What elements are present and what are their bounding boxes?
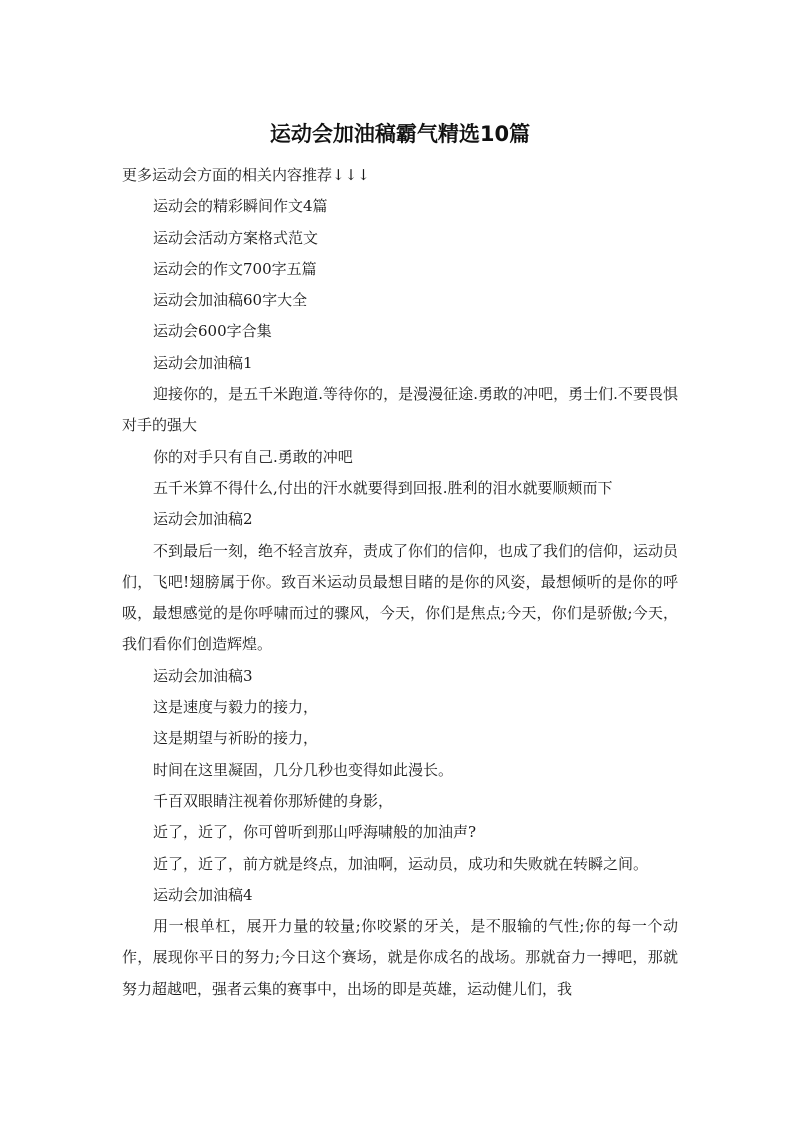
related-link[interactable]: 运动会加油稿60字大全 [153,291,308,310]
related-link[interactable]: 运动会的精彩瞬间作文4篇 [153,197,328,216]
intro-line: 更多运动会方面的相关内容推荐↓↓↓ [122,166,370,184]
paragraph: 时间在这里凝固，几分几秒也变得如此漫长。 [153,760,454,779]
related-link[interactable]: 运动会的作文700字五篇 [153,259,317,278]
document-body [122,160,678,1005]
paragraph: 不到最后一刻，绝不轻言放弃，责成了你们的信仰，也成了我们的信仰，运动员们，飞吧!翅膀属于你。致百米运动员最想目睹的是你的风姿，最想倾听的是你的呼吸，最想感觉的是你呼啸而过的骤风，今天，你们是焦点;今天，你们是骄傲;今天，我们看你们创造辉煌。 [122,541,679,654]
related-link[interactable]: 运动会活动方案格式范文 [153,228,319,247]
section-heading: 运动会加油稿3 [153,666,253,685]
section-heading: 运动会加油稿1 [153,353,253,372]
paragraph: 迎接你的，是五千米跑道.等待你的，是漫漫征途.勇敢的冲吧，勇士们.不要畏惧对手的强大 [122,385,678,435]
paragraph: 千百双眼睛注视着你那矫健的身影， [153,791,394,810]
paragraph: 五千米算不得什么,付出的汗水就要得到回报.胜利的泪水就要顺颊而下 [153,478,613,497]
paragraph: 近了，近了，你可曾听到那山呼海啸般的加油声? [153,823,477,842]
paragraph: 这是期望与祈盼的接力， [153,729,319,748]
paragraph: 你的对手只有自己.勇敢的冲吧 [153,447,353,466]
paragraph: 用一根单杠，展开力量的较量;你咬紧的牙关，是不服输的气性;你的每一个动作，展现你平日的努力;今日这个赛场，就是你成名的战场。那就奋力一搏吧，那就努力超越吧，强者云集的赛事中，出场的即是英雄，运动健儿们，我 [122,917,678,998]
section-heading: 运动会加油稿4 [153,885,253,904]
section-heading: 运动会加油稿2 [153,510,253,529]
paragraph: 这是速度与毅力的接力， [153,698,319,717]
related-link[interactable]: 运动会600字合集 [153,322,272,341]
document-title: 运动会加油稿霸气精选10篇 [269,122,531,146]
paragraph: 近了，近了，前方就是终点，加油啊，运动员，成功和失败就在转瞬之间。 [153,854,649,873]
